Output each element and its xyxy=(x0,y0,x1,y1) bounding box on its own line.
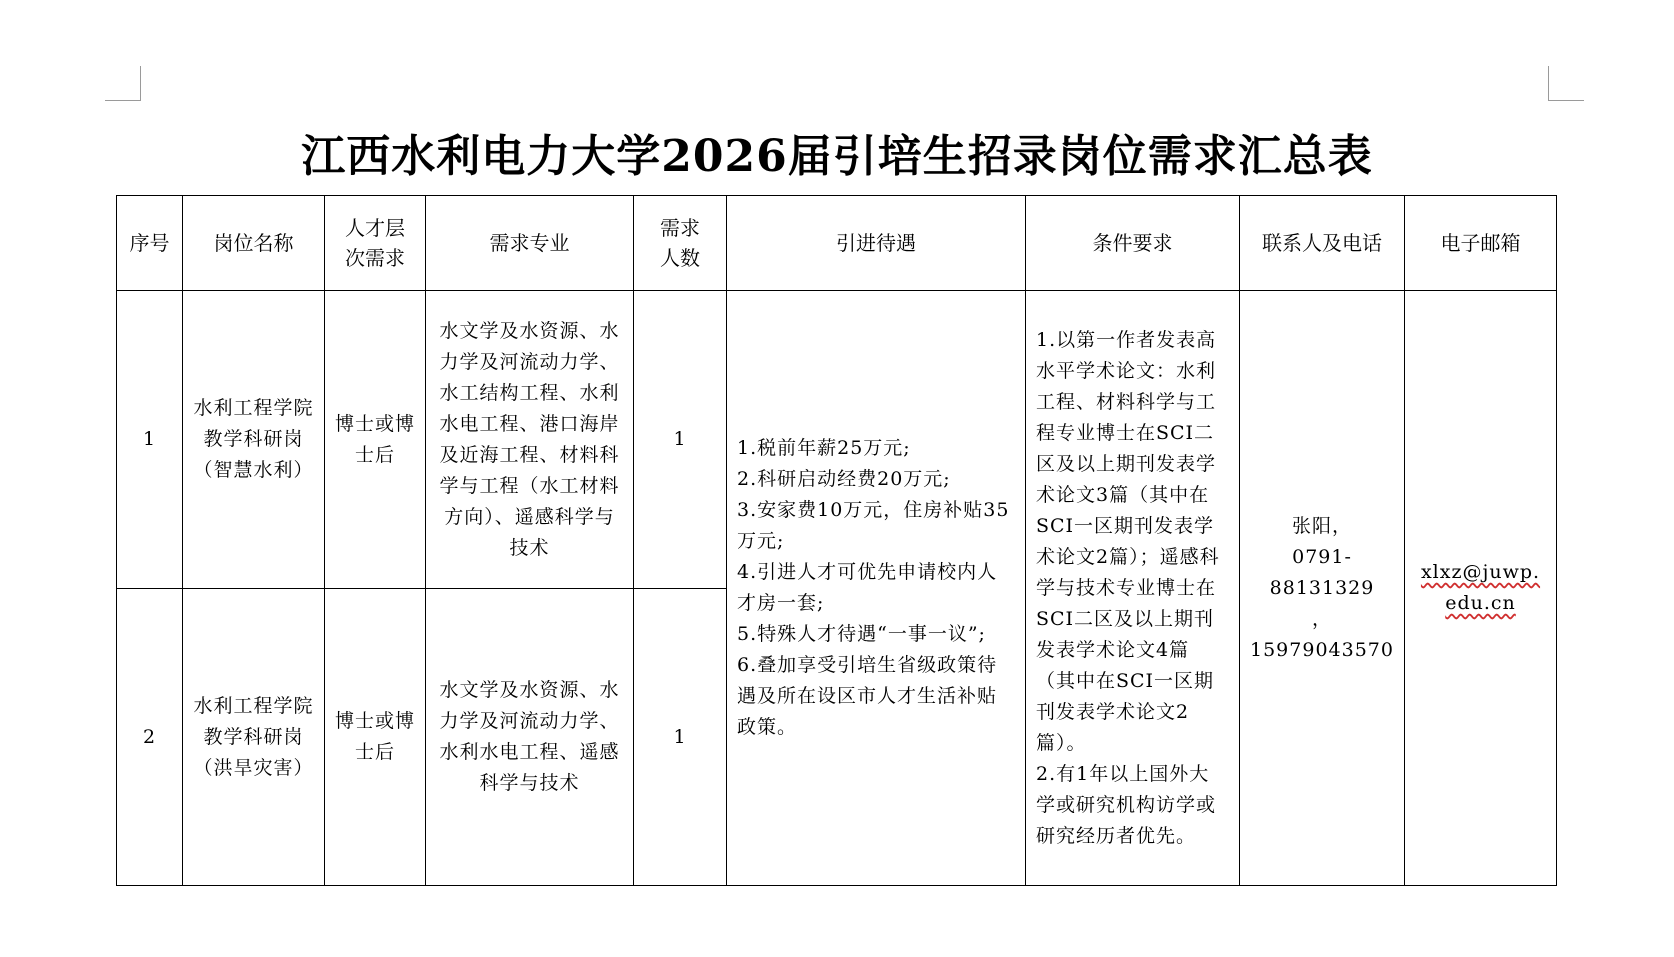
treatment-item-6: 6.叠加享受引培生省级政策待遇及所在设区市人才生活补贴政策。 xyxy=(737,654,998,738)
requirements-cell xyxy=(1026,291,1240,886)
email-cell xyxy=(1405,291,1557,886)
header-requirements: 条件要求 xyxy=(1026,196,1240,291)
header-count-line2: 人数 xyxy=(660,246,700,270)
recruitment-table xyxy=(116,195,1557,886)
row1-no: 1 xyxy=(117,291,183,589)
row2-level: 博士或博士后 xyxy=(325,589,426,886)
header-majors: 需求专业 xyxy=(426,196,634,291)
treatment-item-3: 3.安家费10万元，住房补贴35万元; xyxy=(737,499,1010,552)
header-contact: 联系人及电话 xyxy=(1240,196,1405,291)
requirement-item-2: 2.有1年以上国外大学或研究机构访学或研究经历者优先。 xyxy=(1036,762,1217,847)
crop-mark-top-left-v xyxy=(140,66,141,101)
contact-cell xyxy=(1240,291,1405,886)
row2-count: 1 xyxy=(634,589,727,886)
header-level-line1: 人才层 xyxy=(345,216,405,240)
row2-no: 2 xyxy=(117,589,183,886)
header-row xyxy=(117,196,1557,291)
row1-position: 水利工程学院教学科研岗（智慧水利） xyxy=(183,291,325,589)
row2-majors: 水文学及水资源、水力学及河流动力学、水利水电工程、遥感科学与技术 xyxy=(426,589,634,886)
header-position: 岗位名称 xyxy=(183,196,325,291)
crop-mark-top-right-h xyxy=(1548,100,1584,101)
requirement-item-1: 1.以第一作者发表高水平学术论文：水利工程、材料科学与工程专业博士在SCI二区及以上期刊发表学术论文3篇（其中在SCI一区期刊发表学术论文2篇）；遥感科学与技术专业博士在SCI二区及以上期刊发表学术论文4篇（其中在SCI一区期刊发表学术论文2篇）。 xyxy=(1036,328,1220,754)
treatment-item-2: 2.科研启动经费20万元; xyxy=(737,468,951,490)
row1-majors: 水文学及水资源、水力学及河流动力学、水工结构工程、水利水电工程、港口海岸及近海工程、材料科学与工程（水工材料方向）、遥感科学与技术 xyxy=(426,291,634,589)
contact-phone-1: 0791-88131329 xyxy=(1269,545,1375,599)
header-level xyxy=(325,196,426,291)
page-title: 江西水利电力大学2026届引培生招录岗位需求汇总表 xyxy=(301,131,1373,182)
table-row xyxy=(117,291,1557,589)
row1-level: 博士或博士后 xyxy=(325,291,426,589)
contact-phone-2: ，15979043570 xyxy=(1250,607,1394,661)
treatment-item-4: 4.引进人才可优先申请校内人才房一套; xyxy=(737,561,998,614)
crop-mark-top-right-v xyxy=(1548,66,1549,101)
header-count-line1: 需求 xyxy=(660,216,700,240)
header-email: 电子邮箱 xyxy=(1405,196,1557,291)
row2-position: 水利工程学院教学科研岗（洪旱灾害） xyxy=(183,589,325,886)
treatment-item-5: 5.特殊人才待遇“一事一议”; xyxy=(737,623,986,645)
crop-mark-top-left-h xyxy=(105,100,141,101)
header-count xyxy=(634,196,727,291)
header-no: 序号 xyxy=(117,196,183,291)
row1-count: 1 xyxy=(634,291,727,589)
header-treatment: 引进待遇 xyxy=(727,196,1026,291)
email-address: xlxz@juwp.edu.cn xyxy=(1420,561,1541,614)
treatment-item-1: 1.税前年薪25万元; xyxy=(737,437,911,459)
header-level-line2: 次需求 xyxy=(345,246,405,270)
treatment-cell xyxy=(727,291,1026,886)
contact-name: 张阳， xyxy=(1291,514,1352,537)
